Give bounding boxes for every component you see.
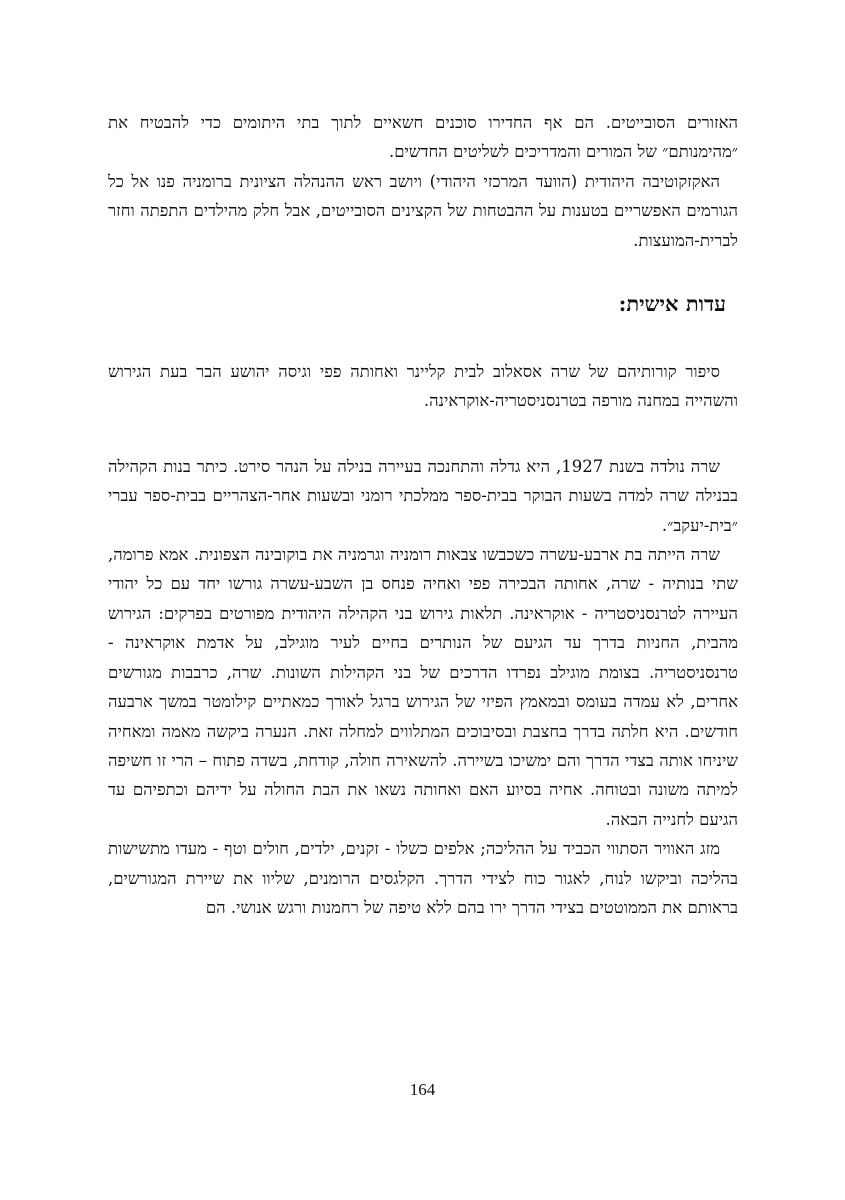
page-number: 164 (409, 1080, 436, 1099)
paragraph-intro: סיפור קורותיהם של שרה אסאלוב לבית קליינר ואחותה פפי וגיסה יהושע הבר בעת הגירוש והשהייה במחנה מורפה בטרנסניסטריה-אוקראינה. (108, 362, 738, 411)
paragraph-weather: מזג האוויר הסתווי הכביד על ההליכה; אלפים כשלו - זקנים, ילדים, חולים וטף - מעדו מתשישות בהליכה וביקשו לנוח, לאגור כוח לצידי הדרך. הקלגסים הרומנים, שליוו את שיירת המגורשים, בראותם את הממוטטים בצידי הדרך ירו בהם ללא טיפה של רחמנות ורגש אנושי. הם (108, 839, 738, 917)
paragraph-executive: האקזקוטיבה היהודית (הוועד המרכזי היהודי) ויושב ראש ההנהלה הציונית ברומניה פנו אל כל הגורמים האפשריים בטענות על ההבטחות של הקצינים הסובייטים, אבל חלק מהילדים התפתה וחזר לברית-המועצות. (108, 171, 738, 250)
section-heading: עדות אישית: (618, 291, 726, 317)
paragraph-birth: שרה נולדה בשנת 1927, היא גדלה והתחנכה בעיירה בנילה על הנהר סירט. כיתר בנות הקהילה בבנילה שרה למדה בשעות הבוקר בבית-ספר ממלכתי רומני ובשעות אחר-הצהריים בבית-ספר עברי ״בית-יעקב״. (108, 456, 738, 535)
document-page (108, 108, 738, 922)
paragraph-deportation: שרה הייתה בת ארבע-עשרה כשכבשו צבאות רומניה וגרמניה את בוקובינה הצפונית. אמא פרומה, שתי בנותיה - שרה, אחותה הבכירה פפי ואחיה פנחס בן השבע-עשרה גורשו יחד עם כל יהודי העיירה לטרנסניסטריה - אוקראינה. תלאות גירוש בני הקהילה היהודית מפורטים בפרקים: הגירוש מהבית, החניות בדרך עד הגיעם של הנותרים בחיים לעיר מוגילב, על אדמת אוקראינה - טרנסניסטריה. בצומת מוגילב נפרדו הדרכים של בני הקהילות השונות. שרה, כרבבות מגורשים אחרים, לא עמדה בעומס ובמאמץ הפיזי של הגירוש ברגל לאורך כמאתיים קילומטר במשך ארבעה חודשים. היא חלתה בדרך בחצבת ובסיבוכים המתלווים למחלה זאת. הנערה ביקשה מאמה ומאחיה שיניחו אותה בצדי הדרך והם ימשיכו בשיירה. להשאירה חולה, קודחת, בשדה פתוח – הרי זו חשיפה למיתה משונה ובטוחה. אחיה בסיוע האם ואחותה נשאו את הבת החולה על ידיהם וכתפיהם עד הגיעם לחנייה הבאה. (108, 545, 738, 829)
paragraph-continuation: האזורים הסובייטים. הם אף החדירו סוכנים חשאיים לתוך בתי היתומים כדי להבטיח את ״מהימנותם״ של המורים והמדריכים לשליטים החדשים. (108, 113, 738, 162)
